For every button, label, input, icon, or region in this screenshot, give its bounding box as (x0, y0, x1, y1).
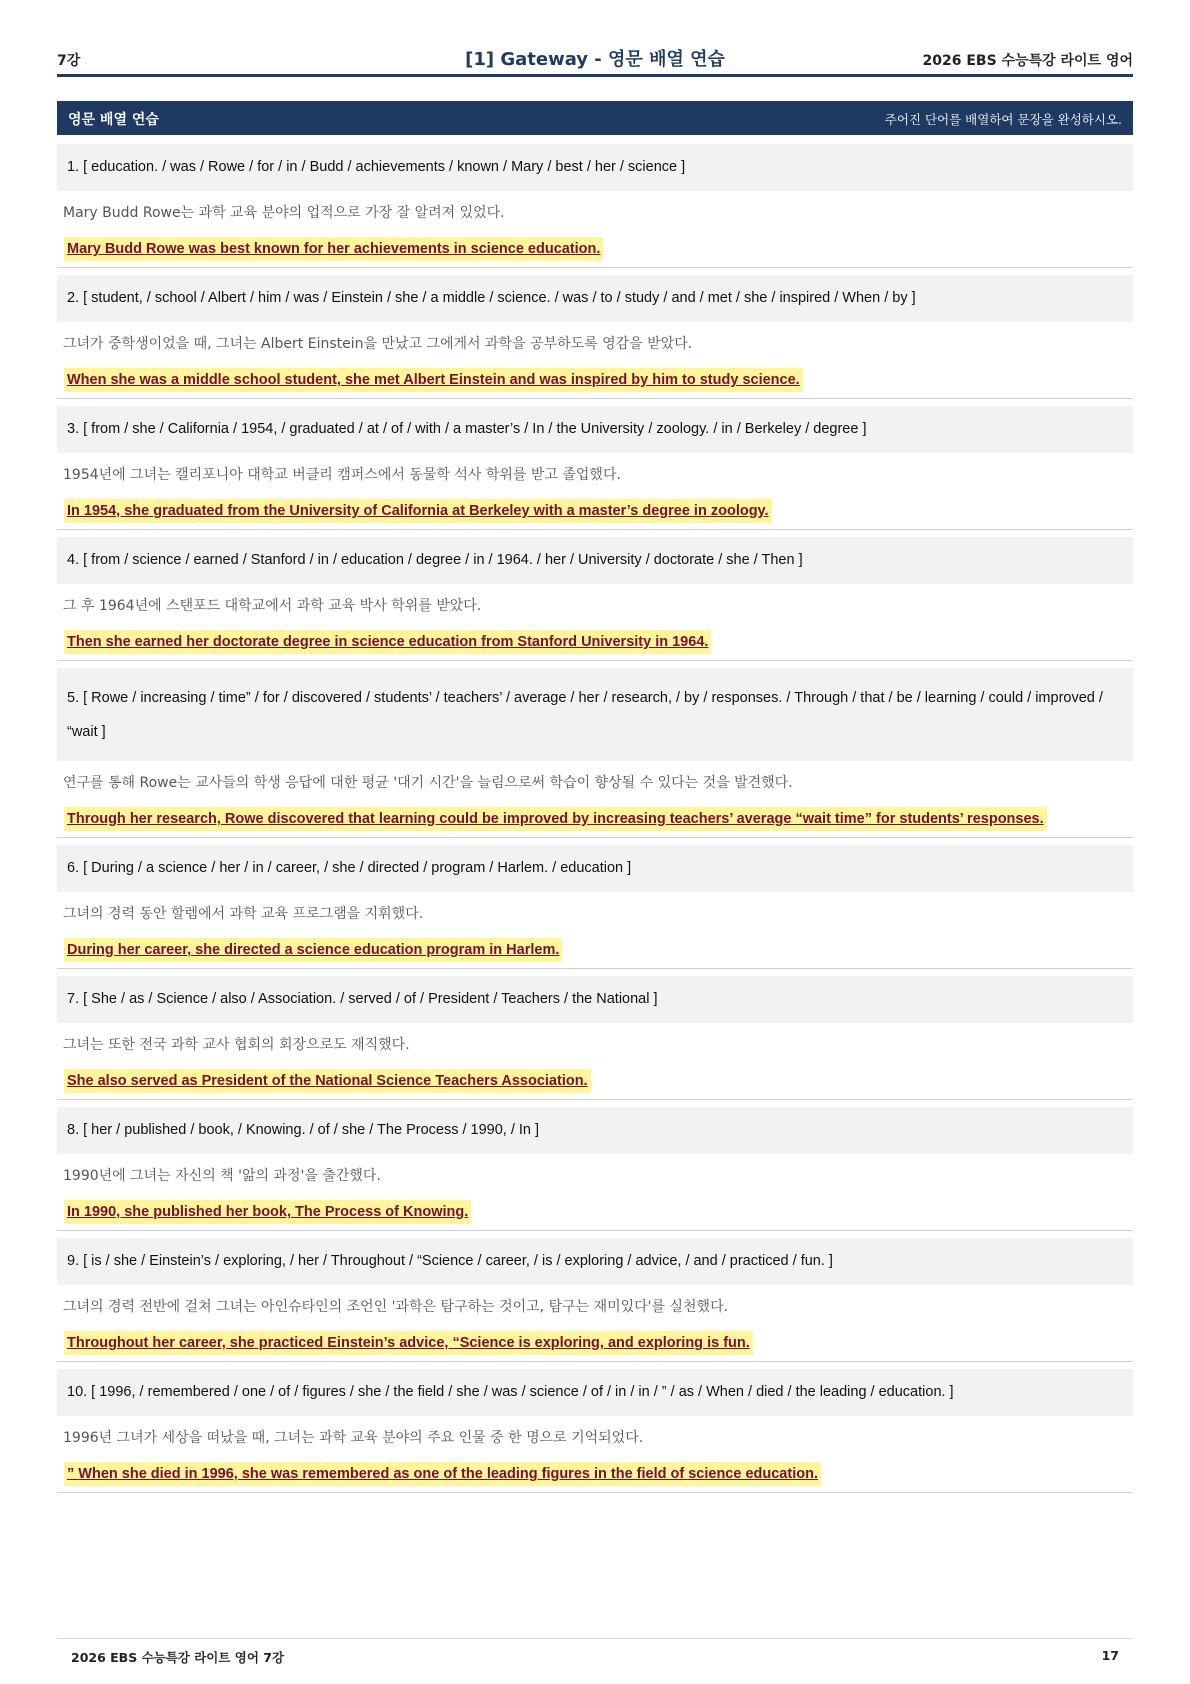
answer-row (57, 1196, 1133, 1231)
answer-row (57, 803, 1133, 838)
page-footer (57, 1638, 1133, 1669)
korean-translation: 그 후 1964년에 스탠포드 대학교에서 과학 교육 박사 학위를 받았다. (63, 598, 482, 614)
answer-sentence: ” When she died in 1996, she was remembered as one of the leading figures in the field of science education. (64, 1462, 821, 1486)
section-bar (57, 101, 1133, 135)
exercise-item-2 (57, 275, 1133, 399)
answer-sentence: Mary Budd Rowe was best known for her achievements in science education. (64, 237, 603, 261)
word-prompt: 6. [ During / a science / her / in / career, / she / directed / program / Harlem. / education ] (57, 845, 1133, 892)
exercise-item-4 (57, 537, 1133, 661)
answer-sentence: Through her research, Rowe discovered that learning could be improved by increasing teachers’ average “wait time” for students’ responses. (64, 807, 1047, 831)
answer-row (57, 364, 1133, 399)
korean-translation: 연구를 통해 Rowe는 교사들의 학생 응답에 대한 평균 '대기 시간'을 늘림으로써 학습이 향상될 수 있다는 것을 발견했다. (63, 775, 793, 791)
word-prompt: 7. [ She / as / Science / also / Association. / served / of / President / Teachers / the National ] (57, 976, 1133, 1023)
korean-translation: 그녀의 경력 동안 할렘에서 과학 교육 프로그램을 지휘했다. (63, 906, 424, 922)
exercise-item-7 (57, 976, 1133, 1100)
korean-translation: 1996년 그녀가 세상을 떠났을 때, 그녀는 과학 교육 분야의 주요 인물 중 한 명으로 기억되었다. (63, 1430, 644, 1446)
exercise-item-8 (57, 1107, 1133, 1231)
page-header (57, 44, 1133, 77)
word-prompt: 1. [ education. / was / Rowe / for / in / Budd / achievements / known / Mary / best / her / science ] (57, 144, 1133, 191)
exercise-list (57, 144, 1133, 1500)
word-prompt: 3. [ from / she / California / 1954, / graduated / at / of / with / a master’s / In / the University / zoology. / in / Berkeley / degree ] (57, 406, 1133, 453)
answer-sentence: Throughout her career, she practiced Einstein’s advice, “Science is exploring, and exploring is fun. (64, 1331, 753, 1355)
word-prompt: 10. [ 1996, / remembered / one / of / figures / she / the field / she / was / science / of / in / in / ” / as / When / died / the leading / education. ] (57, 1369, 1133, 1416)
korean-translation: 1990년에 그녀는 자신의 책 '앎의 과정'을 출간했다. (63, 1168, 381, 1184)
answer-row (57, 233, 1133, 268)
answer-sentence: Then she earned her doctorate degree in science education from Stanford University in 1964. (64, 630, 711, 654)
word-prompt: 5. [ Rowe / increasing / time” / for / discovered / students’ / teachers’ / average / her / research, / by / responses. / Through / that / be / learning / could / improved / “wait ] (57, 668, 1133, 761)
answer-row (57, 626, 1133, 661)
korean-translation: Mary Budd Rowe는 과학 교육 분야의 업적으로 가장 잘 알려져 있었다. (63, 205, 505, 221)
word-prompt: 9. [ is / she / Einstein’s / exploring, / her / Throughout / “Science / career, / is / exploring / advice, / and / practiced / fun. ] (57, 1238, 1133, 1285)
answer-sentence: In 1990, she published her book, The Process of Knowing. (64, 1200, 471, 1224)
korean-translation: 그녀가 중학생이었을 때, 그녀는 Albert Einstein을 만났고 그에게서 과학을 공부하도록 영감을 받았다. (63, 336, 693, 352)
word-prompt: 8. [ her / published / book, / Knowing. / of / she / The Process / 1990, / In ] (57, 1107, 1133, 1154)
answer-row (57, 495, 1133, 530)
exercise-item-6 (57, 845, 1133, 969)
exercise-item-3 (57, 406, 1133, 530)
exercise-item-1 (57, 144, 1133, 268)
answer-row (57, 1327, 1133, 1362)
answer-row (57, 934, 1133, 969)
answer-sentence: She also served as President of the National Science Teachers Association. (64, 1069, 591, 1093)
word-prompt: 4. [ from / science / earned / Stanford / in / education / degree / in / 1964. / her / University / doctorate / she / Then ] (57, 537, 1133, 584)
page-number: 17 (1101, 1648, 1119, 1663)
word-prompt: 2. [ student, / school / Albert / him / was / Einstein / she / a middle / science. / was / to / study / and / met / she / inspired / When / by ] (57, 275, 1133, 322)
exercise-item-5 (57, 668, 1133, 838)
footer-book-title: 2026 EBS 수능특강 라이트 영어 7강 (71, 1650, 285, 1665)
answer-row (57, 1458, 1133, 1493)
page-title: [1] Gateway - 영문 배열 연습 (465, 49, 725, 70)
book-title: 2026 EBS 수능특강 라이트 영어 (922, 53, 1133, 69)
exercise-item-10 (57, 1369, 1133, 1493)
korean-translation: 1954년에 그녀는 캘리포니아 대학교 버클리 캠퍼스에서 동물학 석사 학위를 받고 졸업했다. (63, 467, 621, 483)
answer-sentence: In 1954, she graduated from the University of California at Berkeley with a master’s degree in zoology. (64, 499, 772, 523)
exercise-item-9 (57, 1238, 1133, 1362)
korean-translation: 그녀의 경력 전반에 걸쳐 그녀는 아인슈타인의 조언인 '과학은 탐구하는 것이고, 탐구는 재미있다'를 실천했다. (63, 1299, 729, 1315)
answer-sentence: During her career, she directed a science education program in Harlem. (64, 938, 562, 962)
answer-row (57, 1065, 1133, 1100)
section-instruction: 주어진 단어를 배열하여 문장을 완성하시오. (884, 112, 1122, 127)
section-title: 영문 배열 연습 (68, 112, 159, 128)
korean-translation: 그녀는 또한 전국 과학 교사 협회의 회장으로도 재직했다. (63, 1037, 410, 1053)
lesson-label: 7강 (57, 53, 81, 69)
answer-sentence: When she was a middle school student, she met Albert Einstein and was inspired by him to study science. (64, 368, 803, 392)
